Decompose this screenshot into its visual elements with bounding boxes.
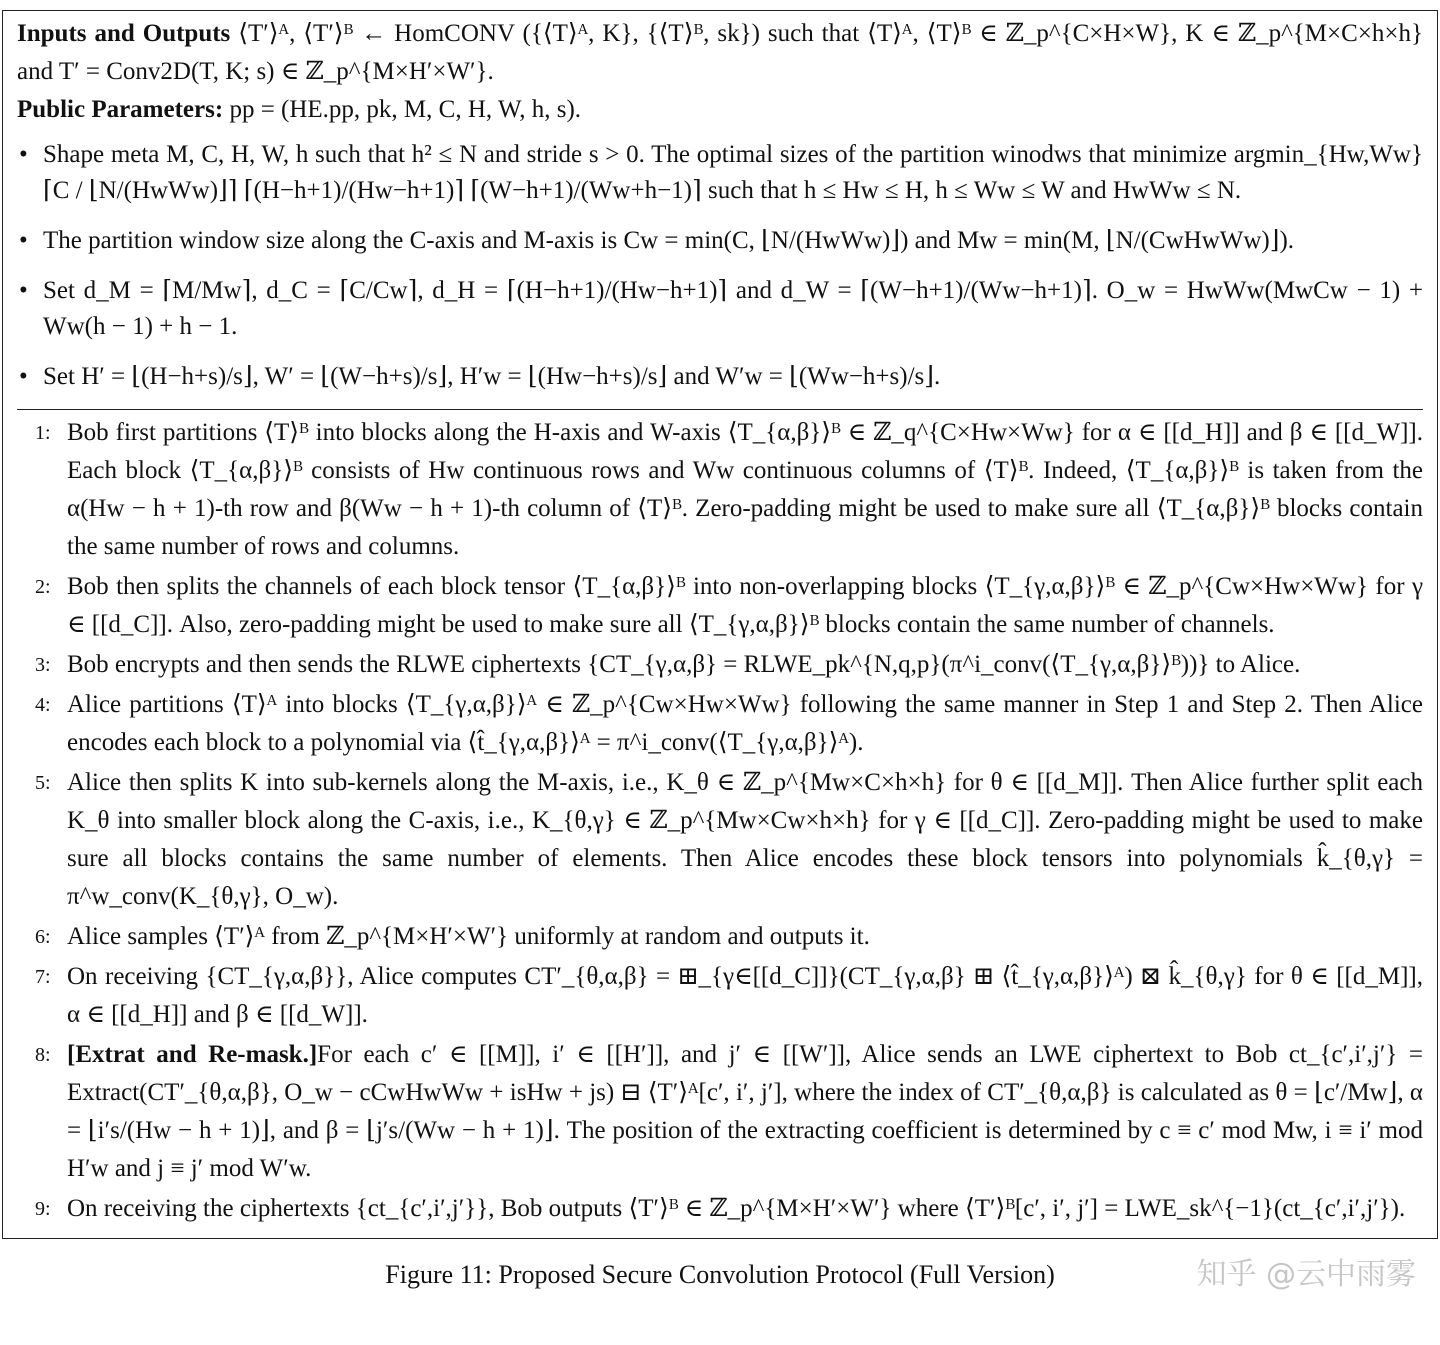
caption-row [0,1253,1440,1297]
io-text: ⟨T′⟩ᴬ, ⟨T′⟩ᴮ ← HomCONV ({⟨T⟩ᴬ, K}, {⟨T⟩ᴮ, sk}) such that ⟨T⟩ᴬ, ⟨T⟩ᴮ ∈ ℤ_p^{C×H×W}, K ∈ ℤ_p^{M×C×h×h} and T′ = Conv2D(T, K; s) ∈ ℤ_p^{M×H′×W′}. [17,20,1424,85]
protocol-header [17,15,1423,395]
protocol-steps [17,414,1423,1228]
step-text: Bob first partitions ⟨T⟩ᴮ into blocks along the H-axis and W-axis ⟨T_{α,β}⟩ᴮ ∈ ℤ_q^{C×Hw×Ww} for α ∈ [[d_H]] and β ∈ [[d_W]]. Each block ⟨T_{α,β}⟩ᴮ consists of Hw continuous rows and Ww continuous columns of ⟨T⟩ᴮ. Indeed, ⟨T_{α,β}⟩ᴮ is taken from the α(Hw − h + 1)-th row and β(Ww − h + 1)-th column of ⟨T⟩ᴮ. Zero-padding might be used to make sure all ⟨T_{α,β}⟩ᴮ blocks contain the same number of rows and columns. [67,419,1423,560]
step-item [17,568,1423,644]
bullet-item: • Shape meta M, C, H, W, h such that h² ≤ N and stride s > 0. The optimal sizes of the partition winodws that minimize argmin_{Hw,Ww} ⌈C / ⌊N/(HwWw)⌋⌉ ⌈(H−h+1)/(Hw−h+1)⌉ ⌈(W−h+1)/(Ww+h−1)⌉ such that h ≤ Hw ≤ H, h ≤ Ww ≤ W and HwWw ≤ N. [17,137,1423,209]
step-item [17,646,1423,684]
step-item [17,918,1423,956]
step-text: On receiving the ciphertexts {ct_{c′,i′,j′}}, Bob outputs ⟨T′⟩ᴮ ∈ ℤ_p^{M×H′×W′} where ⟨T′⟩ᴮ[c′, i′, j′] = LWE_sk^{−1}(ct_{c′,i′,j′}). [67,1195,1406,1222]
io-label: Inputs and Outputs [17,20,231,47]
protocol-box [2,10,1438,1239]
pp-label: Public Parameters: [17,96,224,123]
bullet-item: • Set H′ = ⌊(H−h+s)/s⌋, W′ = ⌊(W−h+s)/s⌋, H′w = ⌊(Hw−h+s)/s⌋ and W′w = ⌊(Ww−h+s)/s⌋. [17,359,1423,395]
step-text: On receiving {CT_{γ,α,β}}, Alice computes CT′_{θ,α,β} = ⊞_{γ∈[[d_C]]}(CT_{γ,α,β} ⊞ ⟨t̂_{γ,α,β}⟩ᴬ) ⊠ k̂_{θ,γ} for θ ∈ [[d_M]], α ∈ [[d_H]] and β ∈ [[d_W]]. [67,963,1423,1028]
step-text: For each c′ ∈ [[M]], i′ ∈ [[H′]], and j′ ∈ [[W′]], Alice sends an LWE ciphertext to Bob ct_{c′,i′,j′} = Extract(CT′_{θ,α,β}, O_w − cCwHwWw + isHw + js) ⊟ ⟨T′⟩ᴬ[c′, i′, j′], where the index of CT′_{θ,α,β} is calculated as θ = ⌊c′/Mw⌋, α = ⌊i′s/(Hw − h + 1)⌋, and β = ⌊j′s/(Ww − h + 1)⌋. The position of the extracting coefficient is determined by c ≡ c′ mod Mw, i ≡ i′ mod H′w and j ≡ j′ mod W′w. [67,1041,1423,1182]
step-number: 8: [35,1044,51,1066]
inputs-outputs [17,15,1423,91]
step-number: 7: [35,966,51,988]
parameter-bullets [17,137,1423,395]
bullet-item: • Set d_M = ⌈M/Mw⌉, d_C = ⌈C/Cw⌉, d_H = ⌈(H−h+1)/(Hw−h+1)⌉ and d_W = ⌈(W−h+1)/(Ww−h+1)⌉. O_w = HwWw(MwCw − 1) + Ww(h − 1) + h − 1. [17,273,1423,345]
watermark: 知乎 @云中雨雾 [1196,1257,1416,1292]
bullet-item: • The partition window size along the C-axis and M-axis is Cw = min(C, ⌊N/(HwWw)⌋) and Mw = min(M, ⌊N/(CwHwWw)⌋). [17,223,1423,259]
step-item [17,764,1423,916]
step-item [17,958,1423,1034]
divider [17,409,1423,410]
step-item [17,414,1423,566]
step-bold-title: [Extrat and Re-mask.] [67,1041,318,1068]
step-number: 2: [35,576,51,598]
step-text: Alice then splits K into sub-kernels along the M-axis, i.e., K_θ ∈ ℤ_p^{Mw×C×h×h} for θ ∈ [[d_M]]. Then Alice further split each K_θ into smaller block along the C-axis, i.e., K_{θ,γ} ∈ ℤ_p^{Mw×Cw×h×h} for γ ∈ [[d_C]]. Zero-padding might be used to make sure all blocks contains the same number of elements. Then Alice encodes these block tensors into polynomials k̂_{θ,γ} = π^w_conv(K_{θ,γ}, O_w). [67,769,1423,910]
step-number: 4: [35,694,51,716]
step-number: 5: [35,772,51,794]
step-number: 3: [35,654,51,676]
step-text: Bob encrypts and then sends the RLWE ciphertexts {CT_{γ,α,β} = RLWE_pk^{N,q,p}(π^i_conv(⟨T_{γ,α,β}⟩ᴮ))} to Alice. [67,651,1301,678]
step-text: Alice samples ⟨T′⟩ᴬ from ℤ_p^{M×H′×W′} uniformly at random and outputs it. [67,923,870,950]
step-item [17,686,1423,762]
step-number: 1: [35,422,51,444]
figure-caption: Figure 11: Proposed Secure Convolution Protocol (Full Version) [385,1260,1055,1289]
step-text: Alice partitions ⟨T⟩ᴬ into blocks ⟨T_{γ,α,β}⟩ᴬ ∈ ℤ_p^{Cw×Hw×Ww} following the same manner in Step 1 and Step 2. Then Alice encodes each block to a polynomial via ⟨t̂_{γ,α,β}⟩ᴬ = π^i_conv(⟨T_{γ,α,β}⟩ᴬ). [67,691,1423,756]
pp-text: pp = (HE.pp, pk, M, C, H, W, h, s). [229,96,582,123]
public-parameters [17,91,1423,129]
step-item [17,1190,1423,1228]
step-item [17,1036,1423,1188]
step-number: 6: [35,926,51,948]
step-text: Bob then splits the channels of each block tensor ⟨T_{α,β}⟩ᴮ into non-overlapping blocks ⟨T_{γ,α,β}⟩ᴮ ∈ ℤ_p^{Cw×Hw×Ww} for γ ∈ [[d_C]]. Also, zero-padding might be used to make sure all ⟨T_{γ,α,β}⟩ᴮ blocks contain the same number of channels. [67,573,1423,638]
step-number: 9: [35,1198,51,1220]
